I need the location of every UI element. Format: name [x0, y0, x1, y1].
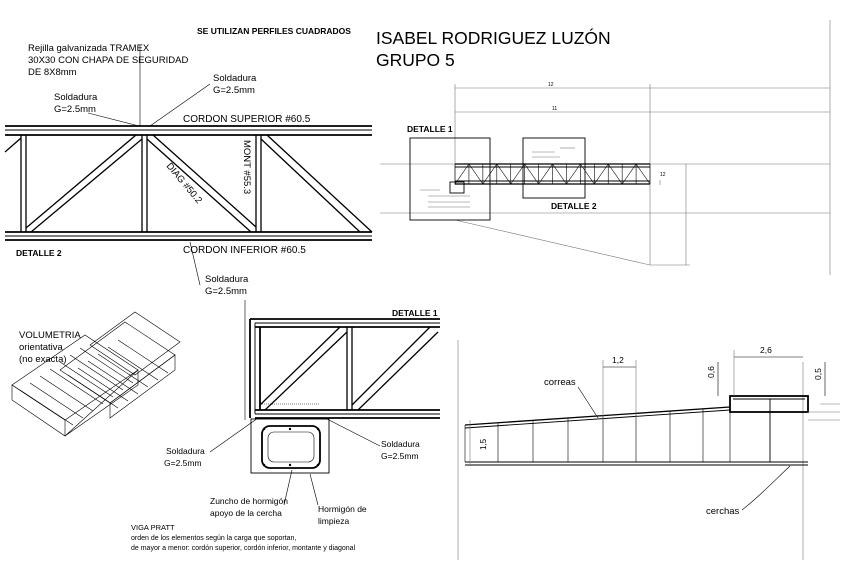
- vertical-label: MONT #55.3: [241, 140, 252, 195]
- section-drawing: [458, 340, 840, 560]
- weld-note-top-left: Soldadura G=2.5mm: [54, 92, 98, 115]
- dim-12-top: 12: [548, 82, 554, 88]
- detail-2-frame: [523, 138, 585, 198]
- weld-note-top-right: Soldadura G=2.5mm: [213, 73, 257, 96]
- detail-1-title: DETALLE 1: [392, 308, 438, 318]
- tramex-note: Rejilla galvanizada TRAMEX 30X30 CON CHAPA DE SEGURIDAD DE 8X8mm: [28, 43, 189, 78]
- weld-note-left: Soldadura G=2.5mm: [164, 446, 205, 468]
- author-name: ISABEL RODRIGUEZ LUZÓN: [376, 28, 611, 48]
- pratt-description: orden de los elementos según la carga que soportan, de mayor a menor: cordón superior, cordón inferior, montante y diagonal: [131, 535, 356, 552]
- pratt-title: VIGA PRATT: [131, 523, 175, 532]
- detail-1-drawing: [210, 300, 440, 505]
- detail-1-frame: [410, 138, 490, 220]
- lower-chord-label: CORDON INFERIOR #60.5: [183, 245, 306, 256]
- detail-2-title: DETALLE 2: [16, 248, 62, 258]
- upper-chord-label: CORDON SUPERIOR #60.5: [183, 114, 311, 125]
- cleaning-concrete-note: Hormigón de limpieza: [318, 504, 367, 526]
- dim-1-5: 1,5: [479, 438, 488, 450]
- trusses-label: cerchas: [706, 506, 740, 517]
- dim-1-2: 1,2: [612, 355, 624, 365]
- purlins-label: correas: [544, 377, 576, 388]
- dim-12-side: 12: [660, 172, 666, 178]
- weld-note-right: Soldadura G=2.5mm: [381, 439, 420, 461]
- overview-detail-2-label: DETALLE 2: [551, 201, 597, 211]
- volumetry-note: VOLUMETRIA orientativa (no exacta): [19, 330, 81, 365]
- group-label: GRUPO 5: [376, 50, 455, 70]
- dim-2-6: 2,6: [760, 345, 772, 355]
- dim-0-6: 0,6: [706, 366, 716, 378]
- dim-0-5: 0,5: [813, 368, 823, 380]
- weld-note-bottom: Soldadura G=2.5mm: [205, 274, 249, 297]
- diagonal-label: DIAG #50.2: [163, 160, 205, 206]
- zuncho-note: Zuncho de hormigón apoyo de la cercha: [210, 496, 288, 518]
- profiles-note: SE UTILIZAN PERFILES CUADRADOS: [197, 26, 351, 36]
- dim-11: 11: [552, 106, 558, 112]
- overview-detail-1-label: DETALLE 1: [407, 124, 453, 134]
